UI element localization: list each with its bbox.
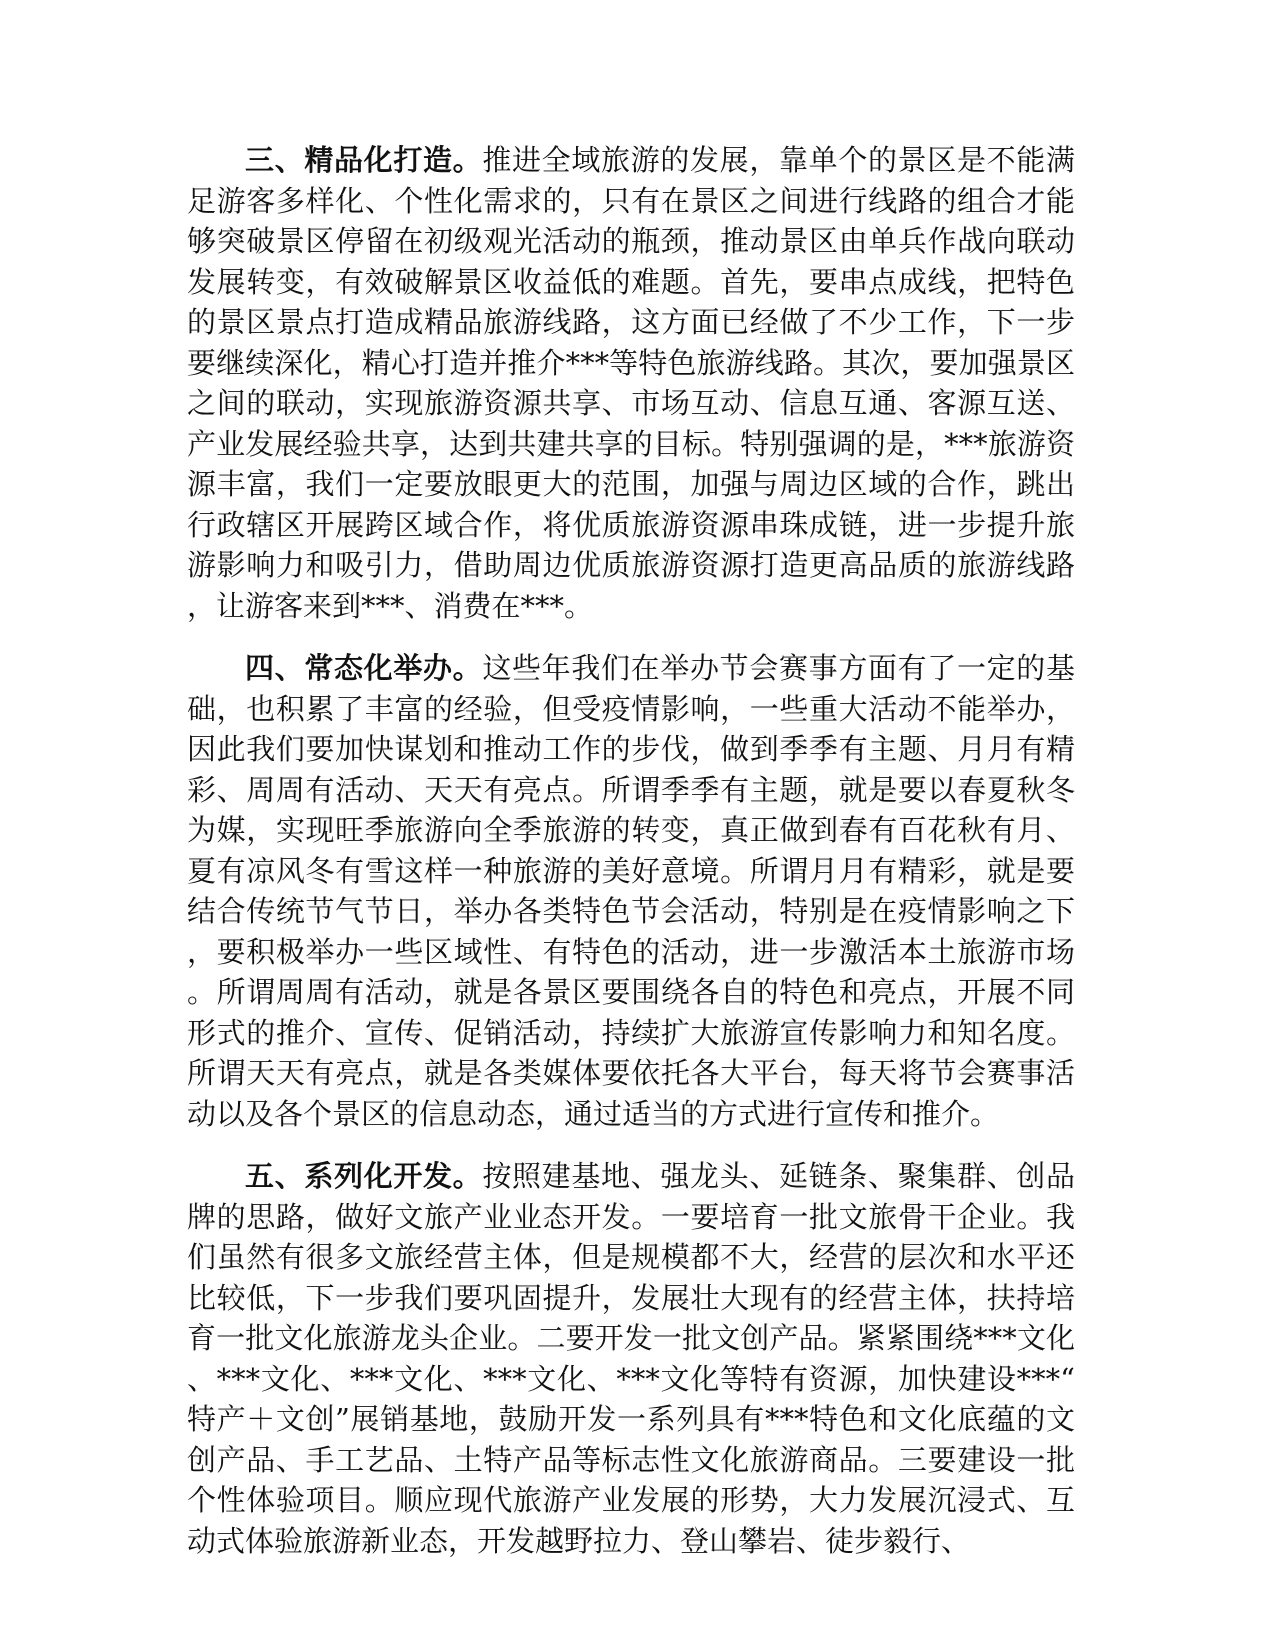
document-page [187,140,1075,1583]
section-heading: 三、精品化打造。 [245,143,483,177]
section-heading: 四、常态化举办。 [245,651,483,685]
paragraph-section-4 [187,648,1075,1134]
paragraph-section-5 [187,1156,1075,1561]
paragraph-body: 推进全域旅游的发展，靠单个的景区是不能满足游客多样化、个性化需求的，只有在景区之间进行线路的组合才能够突破景区停留在初级观光活动的瓶颈，推动景区由单兵作战向联动发展转变，有效破解景区收益低的难题。首先，要串点成线，把特色的景区景点打造成精品旅游线路，这方面已经做了不少工作，下一步要继续深化，精心打造并推介***等特色旅游线路。其次，要加强景区之间的联动，实现旅游资源共享、市场互动、信息互通、客源互送、产业发展经验共享，达到共建共享的目标。特别强调的是，***旅游资源丰富，我们一定要放眼更大的范围，加强与周边区域的合作，跳出行政辖区开展跨区域合作，将优质旅游资源串珠成链，进一步提升旅游影响力和吸引力，借助周边优质旅游资源打造更高品质的旅游线路，让游客来到***、消费在***。 [187,143,1075,623]
paragraph-body: 按照建基地、强龙头、延链条、聚集群、创品牌的思路，做好文旅产业业态开发。一要培育一批文旅骨干企业。我们虽然有很多文旅经营主体，但是规模都不大，经营的层次和水平还比较低，下一步我们要巩固提升，发展壮大现有的经营主体，扶持培育一批文化旅游龙头企业。二要开发一批文创产品。紧紧围绕***文化、***文化、***文化、***文化、***文化等特有资源，加快建设***“特产＋文创”展销基地，鼓励开发一系列具有***特色和文化底蕴的文创产品、手工艺品、土特产品等标志性文化旅游商品。三要建设一批个性体验项目。顺应现代旅游产业发展的形势，大力发展沉浸式、互动式体验旅游新业态，开发越野拉力、登山攀岩、徒步毅行、 [187,1159,1075,1558]
section-heading: 五、系列化开发。 [245,1159,483,1193]
paragraph-body: 这些年我们在举办节会赛事方面有了一定的基础，也积累了丰富的经验，但受疫情影响，一些重大活动不能举办，因此我们要加快谋划和推动工作的步伐，做到季季有主题、月月有精彩、周周有活动、天天有亮点。所谓季季有主题，就是要以春夏秋冬为媒，实现旺季旅游向全季旅游的转变，真正做到春有百花秋有月、夏有凉风冬有雪这样一种旅游的美好意境。所谓月月有精彩，就是要结合传统节气节日，举办各类特色节会活动，特别是在疫情影响之下，要积极举办一些区域性、有特色的活动，进一步激活本土旅游市场。所谓周周有活动，就是各景区要围绕各自的特色和亮点，开展不同形式的推介、宣传、促销活动，持续扩大旅游宣传影响力和知名度。所谓天天有亮点，就是各类媒体要依托各大平台，每天将节会赛事活动以及各个景区的信息动态，通过适当的方式进行宣传和推介。 [187,651,1075,1131]
paragraph-section-3 [187,140,1075,626]
